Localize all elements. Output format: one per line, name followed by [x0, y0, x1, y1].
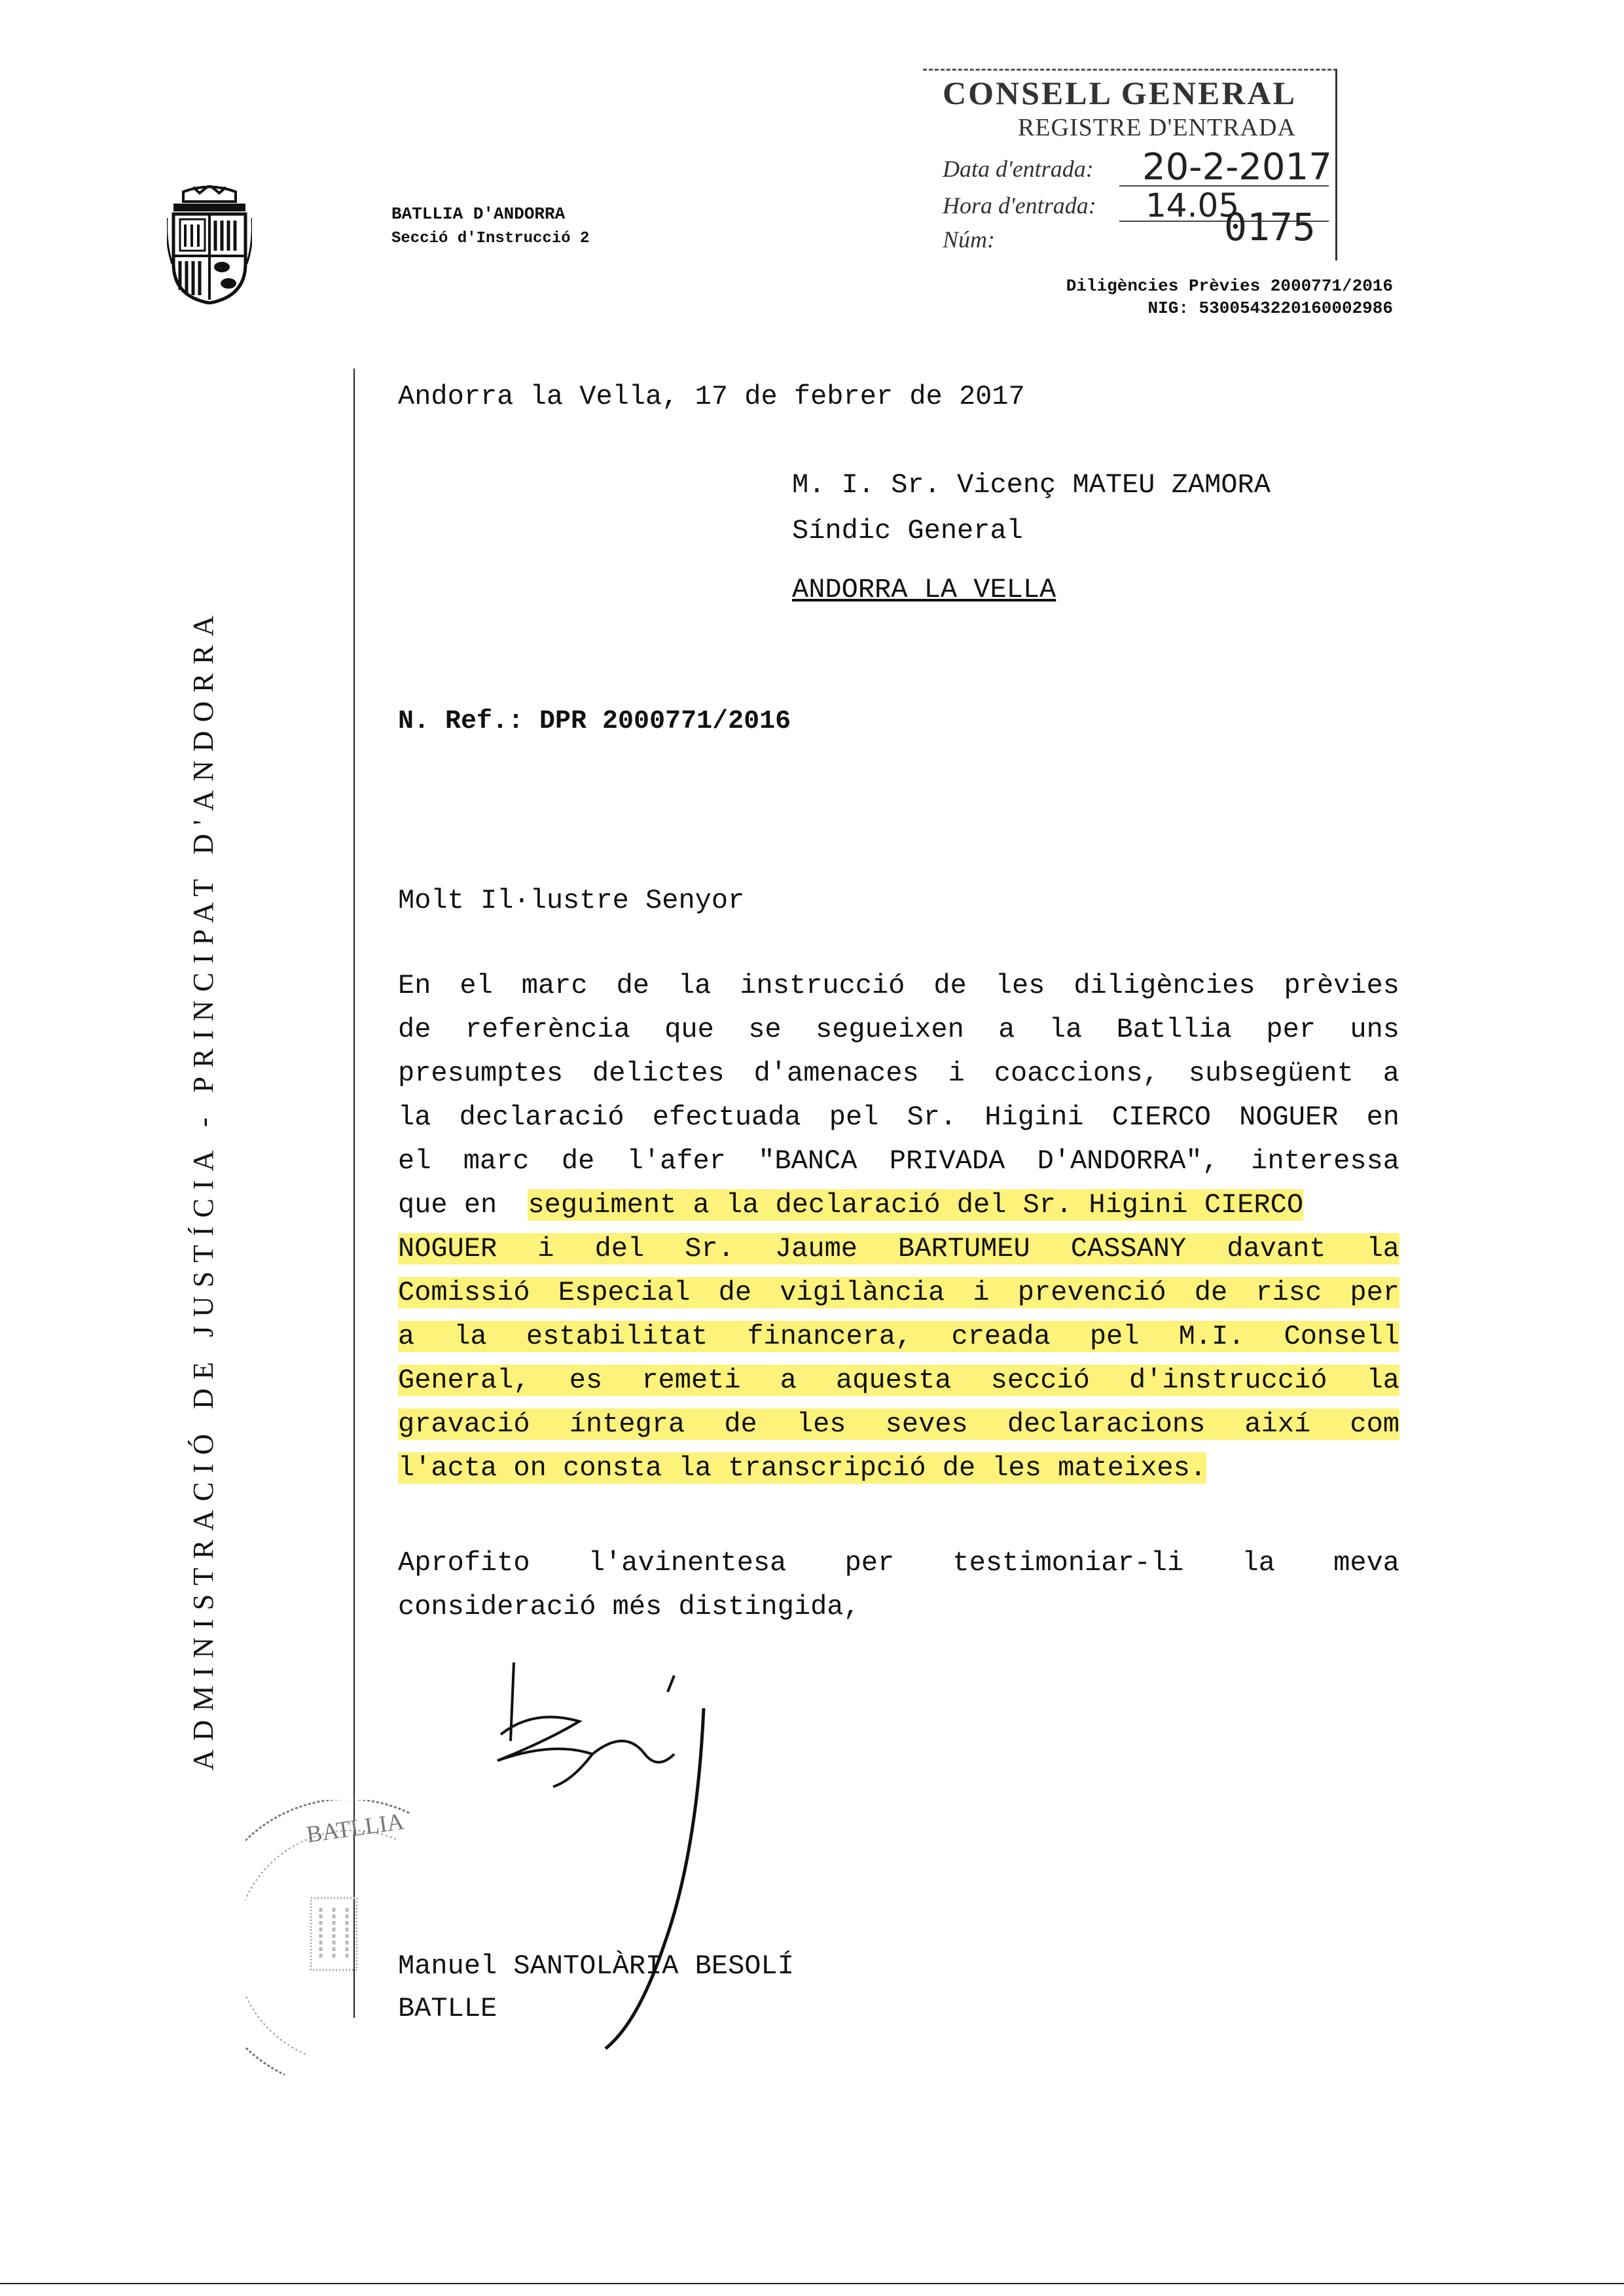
paragraph-line-highlighted — [398, 1446, 1399, 1490]
paragraph-line-highlighted — [398, 1227, 1399, 1271]
paragraph-line-highlighted — [398, 1359, 1399, 1403]
organization-header — [391, 202, 589, 251]
line-prefix: que en — [398, 1189, 497, 1221]
coat-of-arms-icon — [167, 185, 252, 304]
stamp-subtitle: REGISTRE D'ENTRADA — [1018, 114, 1296, 141]
seal-text: BATLLIA — [304, 1808, 406, 1848]
section-name: Secció d'Instrucció 2 — [391, 230, 590, 247]
recipient-city: ANDORRA LA VELLA — [792, 574, 1056, 605]
highlighted-text: l'acta on consta la transcripció de les mateixes. — [398, 1452, 1207, 1484]
recipient-title: Síndic General — [792, 515, 1023, 547]
side-administration-text: ADMINISTRACIÓ DE JUSTÍCIA - PRINCIPAT D'ANDORRA — [187, 607, 219, 1770]
stamp-title: CONSELL GENERAL — [943, 75, 1297, 111]
diligencies-reference: Diligències Prèvies 2000771/2016 — [1066, 276, 1393, 296]
reference-number: N. Ref.: DPR 2000771/2016 — [398, 707, 791, 736]
stamp-date-value: 20-2-2017 — [1142, 146, 1332, 188]
nig-reference: NIG: 5300543220160002986 — [1147, 298, 1393, 318]
paragraph-line: de referència que se segueixen a la Batllia per uns — [398, 1014, 1399, 1045]
signer-title: BATLLE — [398, 1993, 497, 2024]
stamp-date-label: Data d'entrada: — [943, 156, 1094, 182]
paragraph-line: consideració més distingida, — [398, 1591, 860, 1623]
bottom-rule — [0, 2283, 1624, 2284]
stamp-time-label: Hora d'entrada: — [943, 192, 1096, 219]
stamp-number-value: 0175 — [1224, 205, 1316, 249]
official-seal-icon — [245, 1800, 442, 2094]
registry-stamp — [923, 69, 1342, 259]
salutation: Molt Il·lustre Senyor — [398, 885, 745, 916]
paragraph-line-mixed — [398, 1183, 1399, 1227]
paragraph-line: En el marc de la instrucció de les diligències prèvies — [398, 970, 1399, 1001]
letter-date: Andorra la Vella, 17 de febrer de 2017 — [398, 381, 1025, 412]
recipient-name: M. I. Sr. Vicenç MATEU ZAMORA — [792, 469, 1271, 501]
body-paragraph-2 — [398, 1541, 1399, 1629]
paragraph-line: Aprofito l'avinentesa per testimoniar-li la meva — [398, 1547, 1399, 1579]
margin-rule — [353, 368, 355, 2018]
body-paragraph-1 — [398, 964, 1399, 1490]
paragraph-line: presumptes delictes d'amenaces i coaccions, subsegüent a — [398, 1058, 1399, 1089]
paragraph-line-highlighted — [398, 1271, 1399, 1315]
highlighted-text: NOGUER i del Sr. Jaume BARTUMEU CASSANY davant la — [398, 1233, 1399, 1265]
highlighted-text: a la estabilitat financera, creada pel M.I. Consell — [398, 1321, 1399, 1352]
paragraph-line-highlighted — [398, 1403, 1399, 1446]
organization-name: BATLLIA D'ANDORRA — [391, 204, 566, 224]
highlighted-text: General, es remeti a aquesta secció d'instrucció la — [398, 1365, 1399, 1396]
stamp-number-label: Núm: — [943, 226, 995, 253]
signer-name: Manuel SANTOLÀRIA BESOLÍ — [398, 1950, 794, 1982]
paragraph-line: el marc de l'afer "BANCA PRIVADA D'ANDORRA", interessa — [398, 1145, 1399, 1177]
paragraph-line-highlighted — [398, 1315, 1399, 1359]
paragraph-line: la declaració efectuada pel Sr. Higini CIERCO NOGUER en — [398, 1102, 1399, 1133]
highlighted-text: gravació íntegra de les seves declaracions així com — [398, 1408, 1399, 1440]
highlighted-text: Comissió Especial de vigilància i prevenció de risc per — [398, 1277, 1399, 1308]
handwritten-signature — [494, 1656, 769, 2062]
stamp-time-value: 14.05 — [1146, 187, 1240, 224]
highlighted-text: seguiment a la declaració del Sr. Higini CIERCO — [528, 1189, 1304, 1221]
